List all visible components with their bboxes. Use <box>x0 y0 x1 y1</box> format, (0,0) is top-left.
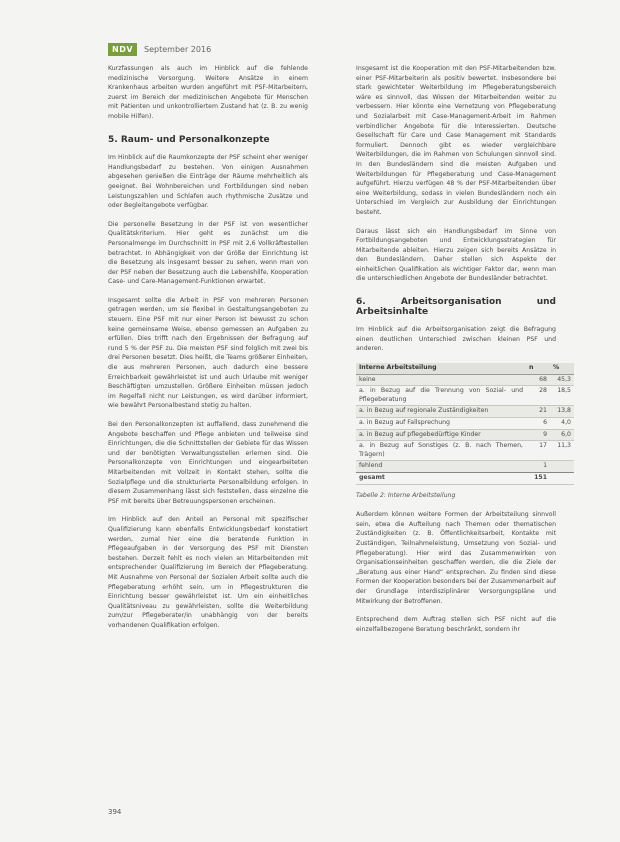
row-percent <box>550 461 574 473</box>
paragraph: Im Hinblick auf den Anteil an Personal mit spezifischer Qualifizierung kann ebenfalls Entwicklungsbedarf konstatiert werden, zumal hier eine die beratende Funktion in Pflegeaufgaben in der Versorgung des PSF mit Diensten bestehen. Derzeit fehlt es noch vielen an Mitarbeitenden mit entsprechender Qualifizierung im Bereich der Pflegeberatung. Mit Ausnahme von Personal der Sozialen Arbeit sollte auch die Pflegeberatung erhöht sein, um in Pflegestrukturen die Einrichtung besser gewährleistet ist. Um ein einheitliches Qualitätsniveau zu gewährleisten, sollte die Weiterbildung zum/zur Pflegeberater/in unabhängig von der bereits vorhandenen Qualifikation erfolgen. <box>108 516 308 629</box>
journal-logo: NDV <box>108 43 137 56</box>
total-percent <box>550 472 574 484</box>
row-label: a. in Bezug auf regionale Zuständigkeiten <box>359 407 489 415</box>
paragraph: Daraus lässt sich ein Handlungsbedarf im Sinne von Fortbildungsangeboten und Entwicklungsstrategien für Mitarbeitende ableiten. Hierzu zeigen sich bereits Ansätze in den Bundesländern. Daher stellen sich Aspekte der einheitlichen Qualifikation als wichtiger Faktor dar, wenn man die unterschiedlichen Angebote der Bundesländer betrachtet. <box>356 227 556 283</box>
table-row <box>356 441 574 461</box>
table-row <box>356 386 574 406</box>
paragraph: Im Hinblick auf die Arbeitsorganisation zeigt die Befragung einen deutlichen Unterschied zwischen kleinen PSF und anderen. <box>356 326 556 353</box>
table-caption: Tabelle 2: Interne Arbeitsteilung <box>356 491 456 499</box>
page-header <box>108 43 211 56</box>
row-percent: 4,0 <box>561 419 571 426</box>
page-number: 394 <box>108 808 122 816</box>
row-percent: 6,0 <box>561 430 571 438</box>
column-header: n <box>526 363 550 374</box>
row-percent: 45,3 <box>557 375 571 383</box>
work-division-table <box>356 363 574 485</box>
total-label: gesamt <box>356 472 526 484</box>
paragraph: Insgesamt sollte die Arbeit in PSF von mehreren Personen getragen werden, um sie flexibel in Gestaltungsangeboten zu steuern. Eine PSF mit nur einer Person ist bewusst zu schon keine gemeinsame Weise, ebenso gemessen an Aufgaben zu erfüllen. Dies trifft nach den Ergebnissen der Befragung auf rund 5 % der PSF zu. Die meisten PSF sind folglich mit zwei bis drei Personen besetzt. Dies heißt, die Teams größerer Einheiten, die aus mehreren Personen, auch dadurch eine bessere Erreichbarkeit gewährleistet ist und auch Urlaube mit weniger Beschäftigten umzustellen. Größere Einheiten müssen jedoch im Regelfall nicht nur Leistungen, es wird darüber informiert, wie bewährt Personalbestand stetig zu halten. <box>108 296 308 410</box>
section-heading: 6. Arbeitsorganisation und Arbeitsinhalte <box>356 297 556 317</box>
paragraph: Bei den Personalkonzepten ist auffallend, dass zunehmend die Angebote beschaffen und Pflege anbieten und teilweise sind Einrichtungen, die die Schnittstellen der Gebiete für das Wissen und der benötigten Verwaltungsstellen erlernen sind. Die Personalkonzepte von Einrichtungen und eingearbeiteten Mitarbeitenden mit Vollzeit in Kontakt stehen, sollte die Sozialpflege und die strukturierte Personalbildung erfolgen. In diesem Zusammenhang lässt sich feststellen, dass einzelne die PSF mit bereits über Betreuungspersonen erscheinen. <box>108 421 308 505</box>
total-count: 151 <box>526 472 550 484</box>
row-percent: 18,5 <box>557 387 571 395</box>
paragraph: Entsprechend dem Auftrag stellen sich PSF nicht auf die einzelfallbezogene Beratung beschränkt, sondern ihr <box>356 616 556 633</box>
row-percent: 11,3 <box>557 442 571 450</box>
table-row <box>356 374 574 386</box>
paragraph: Die personelle Besetzung in der PSF ist von wesentlicher Qualitätskriterium. Hier geht es zunächst um die Personalmenge im Durchschnitt in PSF mit 2,6 Vollkräftestellen betrachtet. In Abhängigkeit von der Größe der Einrichtung ist die Besetzung als insgesamt besser zu sehen, wenn man von der PSF neben der Besetzung auch die Lebenshilfe, Kooperation Case- und Care-Management-Funktionen erwartet. <box>108 220 308 286</box>
row-label: a. in Bezug auf Sonstiges (z. B. nach Themen, Trägern) <box>359 442 523 458</box>
left-column <box>108 64 308 639</box>
row-label: a. in Bezug auf die Trennung von Sozial- und Pflegeberatung <box>359 387 523 403</box>
table-row <box>356 406 574 418</box>
column-header: Interne Arbeitsteilung <box>356 363 526 374</box>
row-percent: 13,8 <box>557 407 571 415</box>
row-count: 21 <box>539 407 547 415</box>
table-row <box>356 461 574 473</box>
row-count: 68 <box>539 375 547 383</box>
issue-date: September 2016 <box>144 45 212 54</box>
row-label: keine <box>359 375 376 383</box>
row-label: fehlend <box>359 462 383 470</box>
column-header: % <box>550 363 574 374</box>
row-count: 9 <box>543 430 547 438</box>
table-total-row <box>356 472 574 484</box>
row-count: 1 <box>543 462 547 470</box>
row-label: a. in Bezug auf Fallsprechung <box>359 419 450 426</box>
paragraph: Insgesamt ist die Kooperation mit den PSF-Mitarbeitenden bzw. einer PSF-Mitarbeiterin als positiv bewertet. Insbesondere bei stark gewichteter Weiterbildung im Pflegeberatungsbereich wäre es sinnvoll, das Wissen der Mitarbeitenden weiter zu verbessern. Hier könnte eine Vernetzung von Pflegeberatung und Sozialarbeit mit Case-Management-Arbeit im Rahmen verbindlicher Angebote für die Interessierten. Deutsche Gesellschaft für Care und Case Management mit Standards formuliert. Dennoch gibt es wieder vergleichbare Weiterbildungen, die im Rahmen von Schulungen sinnvoll sind. In den Bundesländern sind die meisten Aufgaben und Weiterbildungen für Pflegeberatung und Case-Management aufgeführt. Hierzu verfügen 48 % der PSF-Mitarbeitenden über eine Weiterbildung, sodass in vielen Bundesländern noch ein Unterschied im Vergleich zur Ausbildung der Einrichtungen besteht. <box>356 65 556 216</box>
table-row <box>356 429 574 441</box>
paragraph: Kurzfassungen als auch im Hinblick auf die fehlende medizinische Versorgung. Weitere Ansätze in einem Krankenhaus arbeiten wurden angeführt mit PSF-Mitarbeitern, zuerst im Bereich der medizinischen Angebote für Menschen mit Patienten und unkontrolliertem Zustand hat (z. B. zu wenig mobile Hilfen). <box>108 65 308 120</box>
row-count: 17 <box>539 442 547 450</box>
table-row <box>356 418 574 430</box>
right-column <box>356 64 571 643</box>
table-header-row <box>356 363 574 374</box>
paragraph: Im Hinblick auf die Raumkonzepte der PSF scheint eher weniger Handlungsbedarf zu bestehen. Von einigen Ausnahmen abgesehen genießen die Einträge der Räume mehrheitlich als geeignet. Bei Wohnbereichen und Fortbildungen sind neben Leistungszahlen und Schlafen auch rhythmische Zusätze und oder Begleitangebote verfügbar. <box>108 154 308 210</box>
section-heading: 5. Raum- und Personalkonzepte <box>108 134 270 145</box>
row-count: 6 <box>543 419 547 426</box>
paragraph: Außerdem können weitere Formen der Arbeitsteilung sinnvoll sein, etwa die Aufteilung nach Themen oder thematischen Zuständigkeiten (z. B. Öffentlichkeitsarbeit, Kontakte mit Zuständigen, Teilnahmeleistung, Umsetzung von Sozial- und Pflegeberatung). Hier wird das Zusammenwirken von Organisationseinheiten geschaffen werden, die die Ziele der „Beratung aus einer Hand“ entsprechen. Zu finden sind diese Formen der Kooperation besonders bei der Zusammenarbeit auf der Grundlage interdisziplinärer Versorgungspläne und Mitwirkung der Betroffenen. <box>356 511 556 605</box>
row-count: 28 <box>539 387 547 395</box>
row-label: a. in Bezug auf pflegebedürftige Kinder <box>359 430 481 438</box>
